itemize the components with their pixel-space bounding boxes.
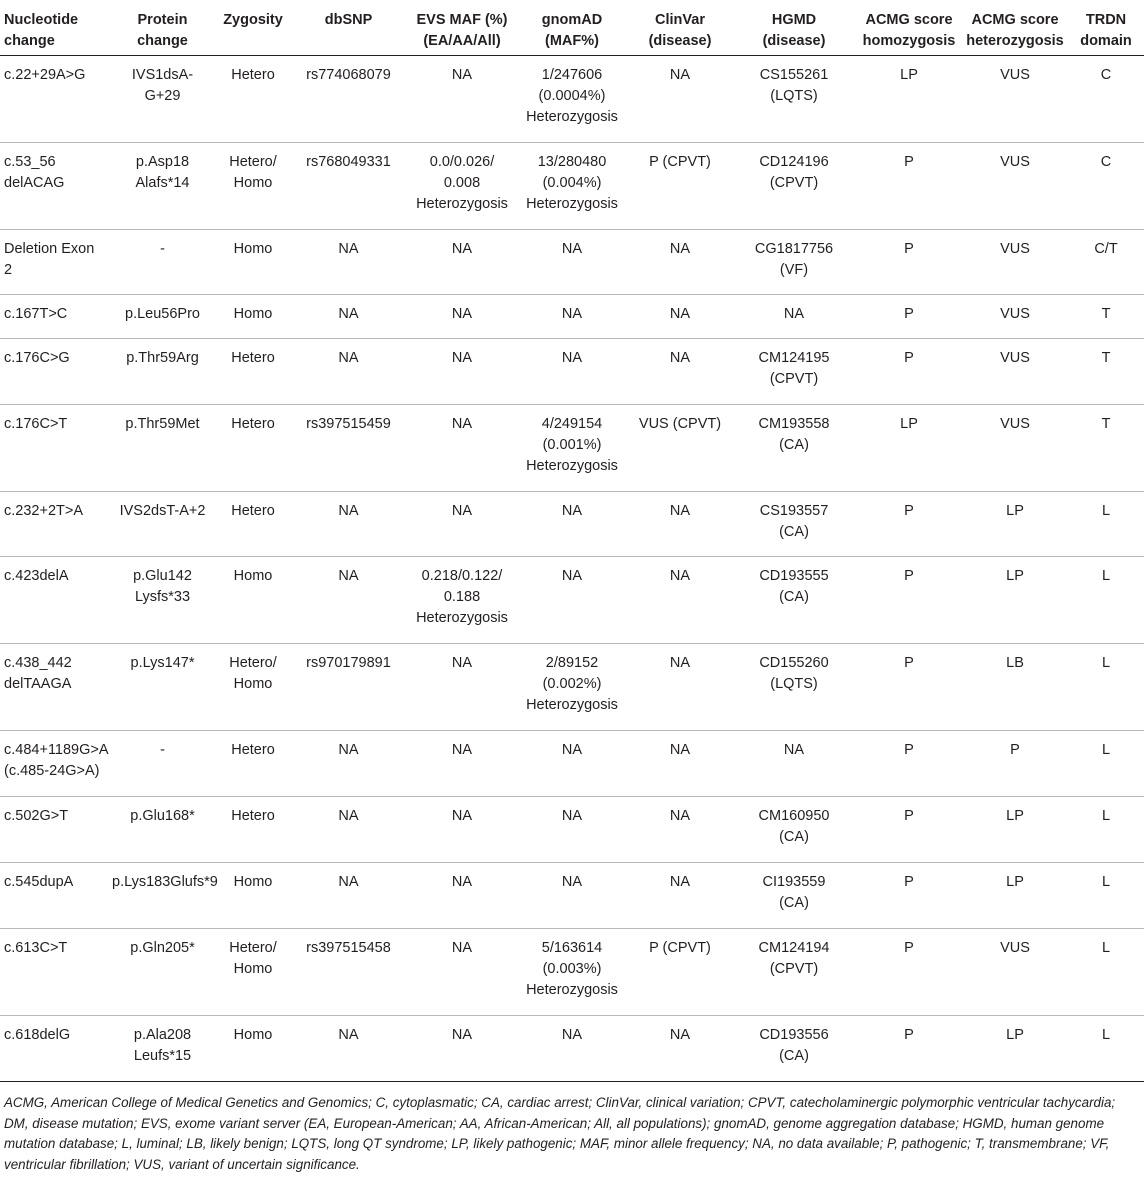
table-cell: c.167T>C <box>0 294 108 338</box>
table-cell: NA <box>408 491 516 556</box>
table-cell: p.Lys183Glufs*9 <box>108 862 217 928</box>
table-cell: P <box>856 796 962 862</box>
table-cell: rs768049331 <box>289 142 408 229</box>
column-header: dbSNP <box>289 0 408 55</box>
table-cell: P <box>856 862 962 928</box>
table-cell: CM160950 (CA) <box>732 796 856 862</box>
table-cell: NA <box>628 229 732 294</box>
table-cell: P <box>856 1015 962 1081</box>
table-cell: NA <box>289 1015 408 1081</box>
header-row <box>0 0 1144 55</box>
table-cell: NA <box>289 229 408 294</box>
table-cell: NA <box>628 338 732 404</box>
table-cell: L <box>1068 928 1144 1015</box>
table-cell: LB <box>962 643 1068 730</box>
table-cell: Homo <box>217 556 289 643</box>
table-cell: VUS <box>962 294 1068 338</box>
column-header: Protein change <box>108 0 217 55</box>
table-cell: CD155260 (LQTS) <box>732 643 856 730</box>
table-cell: Homo <box>217 1015 289 1081</box>
table-cell: C <box>1068 55 1144 142</box>
table-cell: P <box>856 730 962 796</box>
table-cell: C/T <box>1068 229 1144 294</box>
table-cell: Hetero <box>217 730 289 796</box>
table-cell: NA <box>628 294 732 338</box>
table-cell: 2/89152 (0.002%) Heterozygosis <box>516 643 628 730</box>
table-cell: 4/249154 (0.001%) Heterozygosis <box>516 404 628 491</box>
table-header <box>0 0 1144 55</box>
table-row <box>0 928 1144 1015</box>
table-cell: rs970179891 <box>289 643 408 730</box>
table-cell: L <box>1068 862 1144 928</box>
table-row <box>0 862 1144 928</box>
table-cell: NA <box>408 928 516 1015</box>
table-cell: CI193559 (CA) <box>732 862 856 928</box>
table-cell: NA <box>628 862 732 928</box>
table-cell: c.423delA <box>0 556 108 643</box>
table-cell: c.438_442 delTAAGA <box>0 643 108 730</box>
table-cell: c.53_56 delACAG <box>0 142 108 229</box>
table-cell: NA <box>289 294 408 338</box>
table-cell: NA <box>289 491 408 556</box>
table-cell: p.Leu56Pro <box>108 294 217 338</box>
table-cell: Homo <box>217 294 289 338</box>
table-cell: NA <box>628 730 732 796</box>
table-cell: rs397515458 <box>289 928 408 1015</box>
table-cell: rs397515459 <box>289 404 408 491</box>
table-cell: NA <box>516 338 628 404</box>
table-cell: NA <box>628 796 732 862</box>
table-cell: T <box>1068 294 1144 338</box>
table-cell: c.545dupA <box>0 862 108 928</box>
table-cell: LP <box>962 491 1068 556</box>
column-header: ACMG score homozygosis <box>856 0 962 55</box>
table-cell: NA <box>289 796 408 862</box>
table-cell: NA <box>628 556 732 643</box>
table-cell: c.618delG <box>0 1015 108 1081</box>
table-cell: L <box>1068 730 1144 796</box>
table-row <box>0 643 1144 730</box>
table-cell: NA <box>516 556 628 643</box>
table-cell: Homo <box>217 229 289 294</box>
table-row <box>0 796 1144 862</box>
table-body <box>0 55 1144 1081</box>
table-footnote: ACMG, American College of Medical Genetics and Genomics; C, cytoplasmatic; CA, cardiac arrest; ClinVar, clinical variation; CPVT, catecholaminergic polymorphic ventricular tachycardia; DM, disease mutation; EVS, exome variant server (EA, European-American; AA, African-American; All, all populations); gnomAD, genome aggregation database; HGMD, human genome mutation database; L, luminal; LB, likely benign; LQTS, long QT syndrome; LP, likely pathogenic; MAF, minor allele frequency; NA, no data available; P, pathogenic; T, transmembrane; VF, ventricular fibrillation; VUS, variant of uncertain significance. <box>4 1095 1116 1172</box>
table-cell: p.Lys147* <box>108 643 217 730</box>
table-cell: 13/280480 (0.004%) Heterozygosis <box>516 142 628 229</box>
table-cell: L <box>1068 1015 1144 1081</box>
table-cell: IVS1dsA- G+29 <box>108 55 217 142</box>
column-header: HGMD (disease) <box>732 0 856 55</box>
column-header: ACMG score heterozygosis <box>962 0 1068 55</box>
table-cell: NA <box>516 862 628 928</box>
table-cell: NA <box>628 643 732 730</box>
table-cell: P <box>856 928 962 1015</box>
table-cell: NA <box>628 55 732 142</box>
table-cell: CS155261 (LQTS) <box>732 55 856 142</box>
table-cell: 1/247606 (0.0004%) Heterozygosis <box>516 55 628 142</box>
table-cell: LP <box>962 796 1068 862</box>
table-cell: NA <box>408 338 516 404</box>
table-cell: p.Gln205* <box>108 928 217 1015</box>
table-cell: Hetero <box>217 55 289 142</box>
table-row <box>0 55 1144 142</box>
table-row <box>0 404 1144 491</box>
table-cell: NA <box>408 55 516 142</box>
table-cell: c.484+1189G>A (c.485-24G>A) <box>0 730 108 796</box>
table-cell: NA <box>289 556 408 643</box>
table-cell: p.Glu142 Lysfs*33 <box>108 556 217 643</box>
table-cell: LP <box>856 55 962 142</box>
table-cell: VUS <box>962 229 1068 294</box>
column-header: Nucleotide change <box>0 0 108 55</box>
table-cell: P (CPVT) <box>628 142 732 229</box>
table-cell: NA <box>628 491 732 556</box>
column-header: EVS MAF (%) (EA/AA/All) <box>408 0 516 55</box>
table-cell: LP <box>856 404 962 491</box>
table-cell: T <box>1068 338 1144 404</box>
table-cell: NA <box>732 730 856 796</box>
table-cell: 5/163614 (0.003%) Heterozygosis <box>516 928 628 1015</box>
table-cell: NA <box>516 491 628 556</box>
table-cell: P (CPVT) <box>628 928 732 1015</box>
table-cell: P <box>856 491 962 556</box>
table-row <box>0 142 1144 229</box>
table-cell: c.22+29A>G <box>0 55 108 142</box>
table-cell: LP <box>962 556 1068 643</box>
table-cell: T <box>1068 404 1144 491</box>
table-cell: VUS (CPVT) <box>628 404 732 491</box>
table-cell: NA <box>289 730 408 796</box>
table-cell: Hetero <box>217 491 289 556</box>
table-cell: P <box>856 294 962 338</box>
table-cell: P <box>856 229 962 294</box>
table-cell: IVS2dsT-A+2 <box>108 491 217 556</box>
table-cell: NA <box>408 294 516 338</box>
table-row <box>0 338 1144 404</box>
table-cell: p.Asp18 Alafs*14 <box>108 142 217 229</box>
column-header: ClinVar (disease) <box>628 0 732 55</box>
table-cell: NA <box>516 1015 628 1081</box>
table-row <box>0 556 1144 643</box>
table-cell: L <box>1068 796 1144 862</box>
table-row <box>0 1015 1144 1081</box>
table-cell: Homo <box>217 862 289 928</box>
table-cell: NA <box>732 294 856 338</box>
table-cell: NA <box>408 862 516 928</box>
column-header: TRDN domain <box>1068 0 1144 55</box>
table-cell: p.Glu168* <box>108 796 217 862</box>
table-cell: CD193555 (CA) <box>732 556 856 643</box>
table-cell: CD124196 (CPVT) <box>732 142 856 229</box>
table-cell: - <box>108 229 217 294</box>
table-cell: NA <box>408 643 516 730</box>
table-cell: NA <box>516 796 628 862</box>
table-cell: p.Thr59Met <box>108 404 217 491</box>
table-cell: c.176C>G <box>0 338 108 404</box>
table-cell: CG1817756 (VF) <box>732 229 856 294</box>
table-cell: NA <box>516 730 628 796</box>
table-cell: Hetero <box>217 338 289 404</box>
table-cell: NA <box>289 862 408 928</box>
table-cell: CM124195 (CPVT) <box>732 338 856 404</box>
table-cell: c.176C>T <box>0 404 108 491</box>
table-cell: NA <box>628 1015 732 1081</box>
table-cell: p.Thr59Arg <box>108 338 217 404</box>
column-header: gnomAD (MAF%) <box>516 0 628 55</box>
table-cell: VUS <box>962 55 1068 142</box>
table-cell: c.613C>T <box>0 928 108 1015</box>
table-cell: LP <box>962 1015 1068 1081</box>
table-cell: P <box>856 338 962 404</box>
table-cell: 0.0/0.026/ 0.008 Heterozygosis <box>408 142 516 229</box>
table-cell: CD193556 (CA) <box>732 1015 856 1081</box>
table-cell: C <box>1068 142 1144 229</box>
table-cell: P <box>856 556 962 643</box>
column-header: Zygosity <box>217 0 289 55</box>
table-cell: NA <box>516 294 628 338</box>
table-cell: NA <box>516 229 628 294</box>
table-cell: Hetero/ Homo <box>217 643 289 730</box>
table-cell: L <box>1068 643 1144 730</box>
table-cell: NA <box>408 730 516 796</box>
table-cell: c.232+2T>A <box>0 491 108 556</box>
table-cell: P <box>856 142 962 229</box>
table-cell: VUS <box>962 928 1068 1015</box>
table-cell: 0.218/0.122/ 0.188 Heterozygosis <box>408 556 516 643</box>
table-cell: VUS <box>962 142 1068 229</box>
table-row <box>0 294 1144 338</box>
table-cell: NA <box>408 796 516 862</box>
table-cell: P <box>962 730 1068 796</box>
table-cell: LP <box>962 862 1068 928</box>
table-cell: rs774068079 <box>289 55 408 142</box>
table-cell: NA <box>408 404 516 491</box>
table-cell: Hetero <box>217 404 289 491</box>
table-cell: CM124194 (CPVT) <box>732 928 856 1015</box>
table-cell: Hetero <box>217 796 289 862</box>
table-cell: VUS <box>962 338 1068 404</box>
table-cell: L <box>1068 491 1144 556</box>
table-cell: NA <box>289 338 408 404</box>
table-row <box>0 491 1144 556</box>
table-cell: NA <box>408 229 516 294</box>
table-cell: VUS <box>962 404 1068 491</box>
table-cell: CS193557 (CA) <box>732 491 856 556</box>
table-cell: c.502G>T <box>0 796 108 862</box>
table-row <box>0 730 1144 796</box>
table-row <box>0 229 1144 294</box>
table-cell: Deletion Exon 2 <box>0 229 108 294</box>
table-cell: Hetero/ Homo <box>217 928 289 1015</box>
table-cell: p.Ala208 Leufs*15 <box>108 1015 217 1081</box>
table-cell: - <box>108 730 217 796</box>
table-cell: L <box>1068 556 1144 643</box>
table-cell: CM193558 (CA) <box>732 404 856 491</box>
table-cell: NA <box>408 1015 516 1081</box>
table-cell: P <box>856 643 962 730</box>
table-cell: Hetero/ Homo <box>217 142 289 229</box>
